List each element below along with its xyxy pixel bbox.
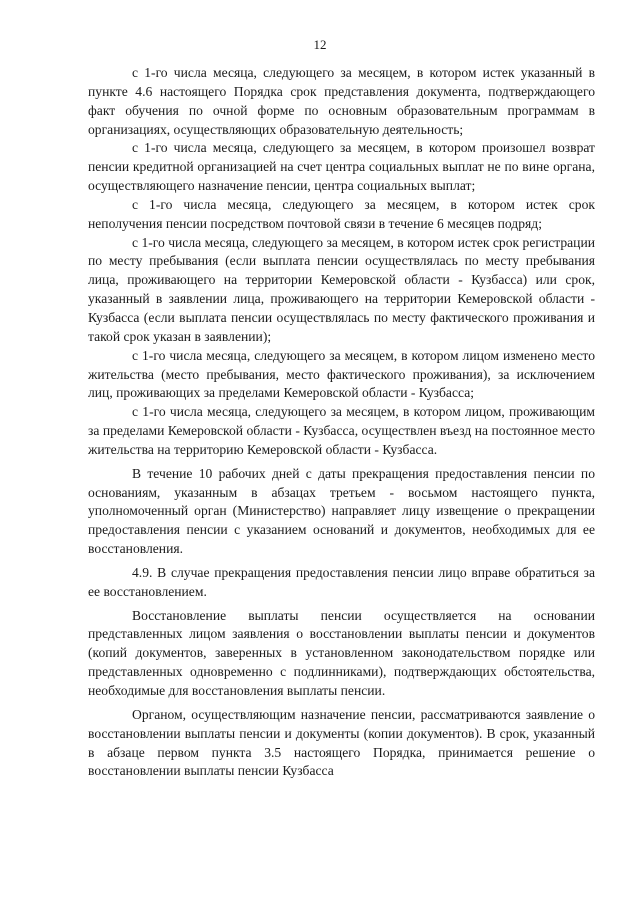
paragraph-6: с 1-го числа месяца, следующего за месяцем, в котором лицом, проживающим за пределами Кемеровской области - Кузбасса, осуществлен въезд на постоянное место жительства на территорию Кемеровской области - Кузбасса.	[88, 404, 595, 457]
paragraph-8: 4.9. В случае прекращения предоставления пенсии лицо вправе обратиться за ее восстановлением.	[88, 564, 595, 599]
paragraph-7: В течение 10 рабочих дней с даты прекращения предоставления пенсии по основаниям, указанным в абзацах третьем - восьмом настоящего пункта, уполномоченный орган (Министерство) направляет лицу извещение о прекращении предоставления пенсии с указанием оснований и документов, необходимых для ее восстановления.	[88, 465, 595, 557]
paragraph-3: с 1-го числа месяца, следующего за месяцем, в котором истек срок неполучения пенсии посредством почтовой связи в течение 6 месяцев подряд;	[88, 196, 595, 231]
paragraph-9: Восстановление выплаты пенсии осуществляется на основании представленных лицом заявления о восстановлении выплаты пенсии и документов (копий документов, заверенных в установленном законодательством порядке или представленных одновременно с подлинниками), подтверждающих обстоятельства, необходимые для восстановления выплаты пенсии.	[88, 607, 595, 698]
body-text	[88, 64, 595, 781]
paragraph-10: Органом, осуществляющим назначение пенсии, рассматриваются заявление о восстановлении выплаты пенсии и документы (копии документов). В срок, указанный в абзаце первом пункта 3.5 настоящего Порядка, принимается решение о восстановлении выплаты пенсии Кузбасса	[88, 706, 595, 779]
paragraph-2: с 1-го числа месяца, следующего за месяцем, в котором произошел возврат пенсии кредитной организацией на счет центра социальных выплат не по вине органа, осуществляющего назначение пенсии, центра социальных выплат;	[88, 140, 595, 194]
paragraph-5: с 1-го числа месяца, следующего за месяцем, в котором лицом изменено место жительства (место пребывания, место фактического проживания), за исключением лиц, проживающих за пределами Кемеровской области - Кузбасса;	[88, 347, 595, 401]
page-number: 12	[313, 37, 327, 52]
paragraph-1: с 1-го числа месяца, следующего за месяцем, в котором истек указанный в пункте 4.6 настоящего Порядка срок представления документа, подтверждающего факт обучения по очной форме по основным образовательным программам в организациях, осуществляющих образовательную деятельность;	[88, 65, 595, 137]
paragraph-4: с 1-го числа месяца, следующего за месяцем, в котором истек срок регистрации по месту пребывания (если выплата пенсии осуществлялась по месту пребывания лица, проживающего на территории Кемеровской области - Кузбасса) или срок, указанный в заявлении лица, проживающего на территории Кемеровской области - Кузбасса (если выплата пенсии осуществлялась по месту фактического проживания и такой срок указан в заявлении);	[88, 234, 595, 344]
